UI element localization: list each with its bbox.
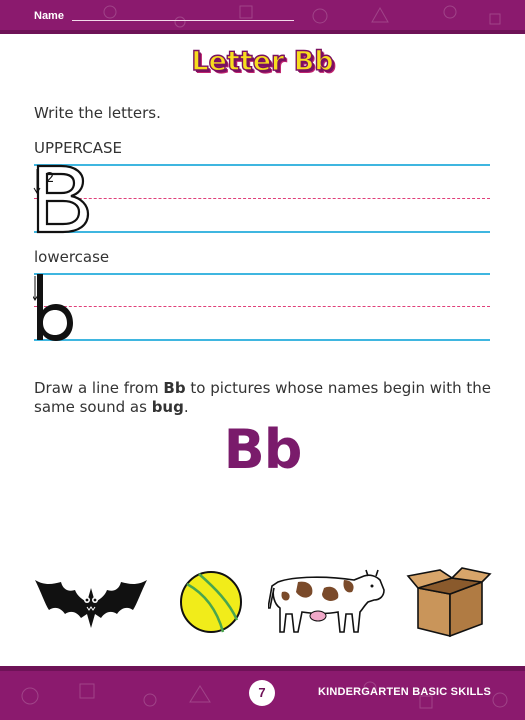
lowercase-mid-line — [34, 306, 490, 307]
lowercase-base-line[interactable] — [34, 339, 490, 341]
bat-icon[interactable] — [33, 570, 149, 630]
draw-line-text-end: . — [183, 398, 189, 416]
lowercase-label: lowercase — [34, 248, 110, 266]
uppercase-base-line[interactable] — [34, 231, 490, 233]
big-bb-letters[interactable]: Bb — [223, 418, 302, 481]
ball-icon[interactable] — [179, 570, 243, 634]
cow-icon[interactable] — [268, 568, 388, 636]
page-number: 7 — [249, 680, 275, 706]
write-instruction: Write the letters. — [34, 104, 161, 122]
draw-line-text-2: to pictures whose names begin with the same sound as — [34, 379, 491, 416]
draw-line-bold-bug: bug — [151, 398, 184, 416]
header-pattern — [0, 0, 525, 34]
header-stripe — [0, 30, 525, 34]
lowercase-top-line — [34, 273, 490, 275]
uppercase-top-line — [34, 164, 490, 166]
lowercase-b-glyph — [33, 273, 75, 341]
uppercase-b-trace-glyph — [33, 164, 93, 234]
header-bar — [0, 0, 525, 34]
book-title: KINDERGARTEN BASIC SKILLS — [317, 686, 491, 698]
uppercase-mid-line — [34, 198, 490, 199]
draw-line-text-1: Draw a line from — [34, 379, 164, 397]
draw-line-bold-bb: Bb — [163, 379, 186, 397]
name-label: Name — [34, 10, 64, 22]
uppercase-label: UPPERCASE — [34, 139, 122, 157]
name-line[interactable] — [72, 20, 294, 21]
draw-line-instruction — [34, 379, 494, 417]
page-title: Letter Bb — [191, 46, 334, 77]
box-icon[interactable] — [406, 566, 492, 638]
stroke-number: 2 — [46, 171, 55, 186]
